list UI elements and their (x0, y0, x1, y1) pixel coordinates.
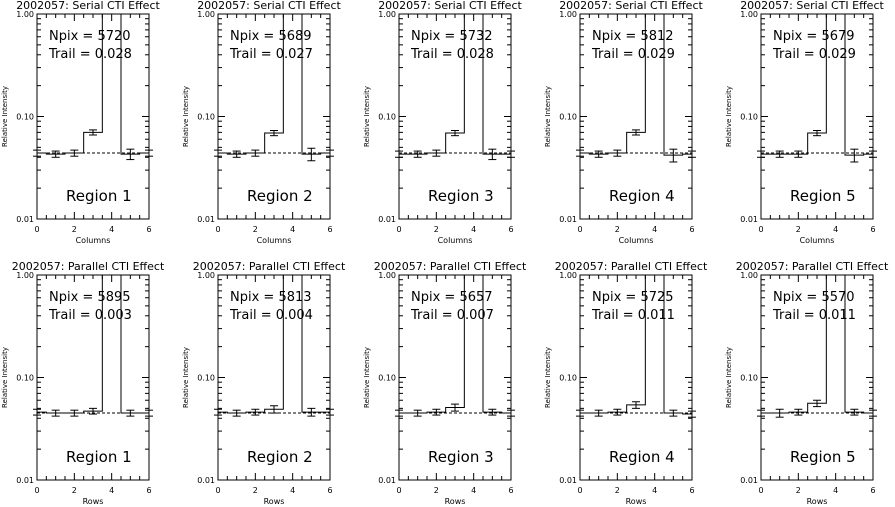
x-tick-label: 2 (71, 486, 77, 495)
region-label: Region 3 (428, 187, 494, 205)
y-tick-label: 0.10 (378, 112, 396, 122)
region-label: Region 2 (247, 448, 313, 466)
y-tick-label: 0.10 (16, 112, 34, 122)
chart-title: 2002057: Serial CTI Effect (559, 0, 703, 12)
x-tick-label: 0 (577, 225, 583, 234)
x-axis-label: Rows (263, 497, 285, 506)
x-tick-label: 2 (433, 486, 439, 495)
x-tick-label: 4 (833, 225, 839, 234)
npix-label: Npix = 5679 (773, 29, 855, 44)
trail-label: Trail = 0.029 (592, 47, 675, 62)
x-tick-label: 0 (758, 225, 764, 234)
y-tick-label: 1.00 (16, 10, 34, 19)
chart-panel-10 (725, 260, 889, 506)
trail-label: Trail = 0.029 (773, 47, 856, 62)
x-tick-label: 6 (508, 225, 514, 234)
chart-panel-6 (1, 260, 165, 506)
x-axis-label: Columns (618, 236, 654, 245)
x-tick-label: 4 (652, 225, 658, 234)
trail-label: Trail = 0.027 (230, 47, 313, 62)
npix-label: Npix = 5720 (49, 29, 131, 44)
y-tick-label: 0.01 (378, 476, 396, 485)
x-tick-label: 2 (433, 225, 439, 234)
x-tick-label: 4 (471, 486, 477, 495)
region-label: Region 3 (428, 448, 494, 466)
x-tick-label: 2 (614, 225, 620, 234)
npix-label: Npix = 5813 (230, 290, 312, 305)
x-axis-label: Rows (82, 497, 104, 506)
npix-label: Npix = 5895 (49, 290, 131, 305)
trail-label: Trail = 0.028 (411, 47, 494, 62)
trail-label: Trail = 0.007 (411, 308, 494, 323)
trail-label: Trail = 0.011 (773, 308, 856, 323)
region-label: Region 2 (247, 187, 313, 205)
x-tick-label: 2 (795, 225, 801, 234)
y-axis-label: Relative Intensity (725, 347, 733, 408)
chart-panel-7 (182, 260, 346, 506)
y-tick-label: 0.10 (197, 112, 215, 122)
y-tick-label: 0.10 (740, 112, 758, 122)
x-tick-label: 6 (508, 486, 514, 495)
x-tick-label: 4 (290, 225, 296, 234)
y-tick-label: 0.10 (559, 112, 577, 122)
y-axis-label: Relative Intensity (363, 347, 371, 408)
x-tick-label: 0 (215, 486, 221, 495)
y-tick-label: 0.01 (559, 476, 577, 485)
x-tick-label: 6 (870, 486, 876, 495)
x-tick-label: 0 (34, 486, 40, 495)
x-axis-label: Columns (799, 236, 835, 245)
y-axis-label: Relative Intensity (1, 86, 9, 147)
trail-label: Trail = 0.004 (230, 308, 313, 323)
x-tick-label: 2 (614, 486, 620, 495)
npix-label: Npix = 5570 (773, 290, 855, 305)
y-axis-label: Relative Intensity (182, 347, 190, 408)
x-tick-label: 6 (870, 225, 876, 234)
chart-title: 2002057: Parallel CTI Effect (735, 260, 889, 273)
region-label: Region 4 (609, 448, 675, 466)
y-tick-label: 0.10 (378, 373, 396, 383)
chart-panel-5 (725, 0, 884, 245)
chart-panel-8 (363, 260, 527, 506)
trail-label: Trail = 0.003 (49, 308, 132, 323)
x-tick-label: 4 (652, 486, 658, 495)
y-tick-label: 0.01 (197, 215, 215, 224)
y-tick-label: 0.01 (16, 476, 34, 485)
chart-panel-3 (363, 0, 522, 245)
chart-title: 2002057: Serial CTI Effect (16, 0, 160, 12)
x-tick-label: 4 (109, 225, 115, 234)
y-tick-label: 1.00 (197, 10, 215, 19)
x-tick-label: 4 (290, 486, 296, 495)
y-axis-label: Relative Intensity (182, 86, 190, 147)
y-axis-label: Relative Intensity (725, 86, 733, 147)
y-tick-label: 1.00 (197, 271, 215, 280)
chart-title: 2002057: Parallel CTI Effect (554, 260, 708, 273)
x-tick-label: 2 (252, 225, 258, 234)
region-label: Region 1 (66, 448, 132, 466)
y-tick-label: 1.00 (16, 271, 34, 280)
trail-label: Trail = 0.011 (592, 308, 675, 323)
npix-label: Npix = 5732 (411, 29, 493, 44)
chart-title: 2002057: Parallel CTI Effect (373, 260, 527, 273)
x-tick-label: 2 (71, 225, 77, 234)
x-tick-label: 6 (689, 486, 695, 495)
x-axis-label: Rows (806, 497, 828, 506)
x-tick-label: 0 (34, 225, 40, 234)
x-tick-label: 6 (689, 225, 695, 234)
chart-title: 2002057: Serial CTI Effect (197, 0, 341, 12)
x-tick-label: 6 (146, 486, 152, 495)
y-tick-label: 0.10 (16, 373, 34, 383)
x-tick-label: 2 (795, 486, 801, 495)
x-axis-label: Columns (437, 236, 473, 245)
y-tick-label: 1.00 (740, 10, 758, 19)
x-tick-label: 6 (327, 225, 333, 234)
npix-label: Npix = 5725 (592, 290, 674, 305)
chart-title: 2002057: Serial CTI Effect (378, 0, 522, 12)
x-tick-label: 6 (146, 225, 152, 234)
x-tick-label: 0 (396, 486, 402, 495)
y-tick-label: 1.00 (378, 271, 396, 280)
region-label: Region 5 (790, 187, 856, 205)
y-tick-label: 0.10 (559, 373, 577, 383)
y-axis-label: Relative Intensity (544, 347, 552, 408)
y-axis-label: Relative Intensity (363, 86, 371, 147)
region-label: Region 5 (790, 448, 856, 466)
x-tick-label: 0 (215, 225, 221, 234)
chart-panel-1 (1, 0, 160, 245)
y-tick-label: 1.00 (378, 10, 396, 19)
y-tick-label: 1.00 (559, 271, 577, 280)
chart-title: 2002057: Parallel CTI Effect (192, 260, 346, 273)
x-tick-label: 0 (758, 486, 764, 495)
y-tick-label: 0.10 (197, 373, 215, 383)
x-axis-label: Rows (625, 497, 647, 506)
trail-label: Trail = 0.028 (49, 47, 132, 62)
x-tick-label: 0 (577, 486, 583, 495)
chart-title: 2002057: Parallel CTI Effect (11, 260, 165, 273)
npix-label: Npix = 5812 (592, 29, 674, 44)
y-axis-label: Relative Intensity (1, 347, 9, 408)
chart-title: 2002057: Serial CTI Effect (740, 0, 884, 12)
y-tick-label: 1.00 (740, 271, 758, 280)
chart-panel-9 (544, 260, 708, 506)
chart-panel-2 (182, 0, 341, 245)
y-tick-label: 0.01 (559, 215, 577, 224)
y-tick-label: 1.00 (559, 10, 577, 19)
x-axis-label: Columns (75, 236, 111, 245)
y-tick-label: 0.01 (740, 476, 758, 485)
x-axis-label: Rows (444, 497, 466, 506)
y-tick-label: 0.01 (197, 476, 215, 485)
x-tick-label: 4 (833, 486, 839, 495)
y-tick-label: 0.01 (16, 215, 34, 224)
y-tick-label: 0.01 (740, 215, 758, 224)
chart-panel-4 (544, 0, 703, 245)
npix-label: Npix = 5657 (411, 290, 493, 305)
region-label: Region 4 (609, 187, 675, 205)
x-tick-label: 2 (252, 486, 258, 495)
y-tick-label: 0.01 (378, 215, 396, 224)
x-tick-label: 4 (109, 486, 115, 495)
y-axis-label: Relative Intensity (544, 86, 552, 147)
y-tick-label: 0.10 (740, 373, 758, 383)
npix-label: Npix = 5689 (230, 29, 312, 44)
x-tick-label: 4 (471, 225, 477, 234)
x-tick-label: 6 (327, 486, 333, 495)
x-tick-label: 0 (396, 225, 402, 234)
region-label: Region 1 (66, 187, 132, 205)
x-axis-label: Columns (256, 236, 292, 245)
